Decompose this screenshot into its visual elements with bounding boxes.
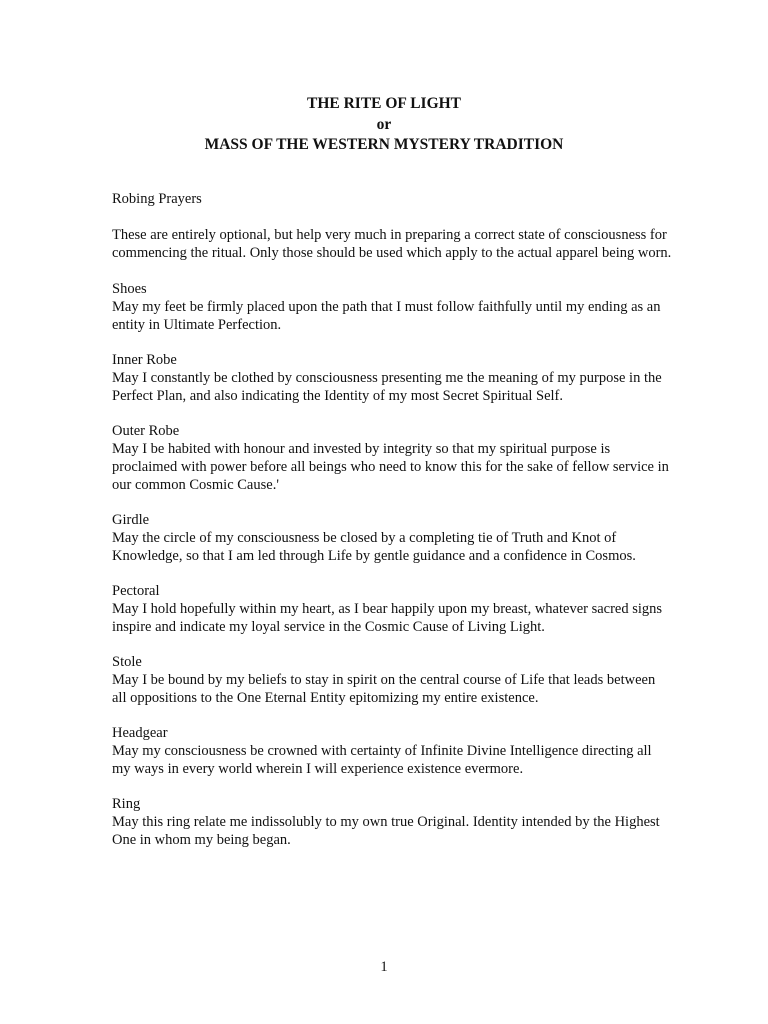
prayer-text: May I be bound by my beliefs to stay in spirit on the central course of Life that leads between all oppositions to the One Eternal Entity epitomizing my entire existence. (112, 672, 656, 706)
title-line-1: THE RITE OF LIGHT (306, 95, 462, 112)
prayer-title: Girdle (112, 512, 150, 528)
prayer-text: May my feet be firmly placed upon the path that I must follow faithfully until my ending as an entity in Ultimate Perfection. (112, 299, 661, 333)
prayer-headgear (112, 724, 672, 778)
prayer-title: Ring (112, 796, 141, 812)
document-body (112, 190, 672, 866)
document-title (0, 94, 768, 156)
prayer-title: Shoes (112, 281, 147, 297)
prayer-text: May I be habited with honour and invested by integrity so that my spiritual purpose is proclaimed with power before all beings who need to know this for the sake of fellow service in our common Cosmic Cause.' (112, 441, 669, 493)
section-heading: Robing Prayers (112, 191, 202, 207)
prayer-shoes (112, 280, 672, 334)
prayer-text: May the circle of my consciousness be closed by a completing tie of Truth and Knot of Knowledge, so that I am led through Life by gentle guidance and a confidence in Cosmos. (112, 530, 636, 564)
prayer-pectoral (112, 582, 672, 636)
prayer-text: May my consciousness be crowned with certainty of Infinite Divine Intelligence directing all my ways in every world wherein I will experience existence evermore. (112, 743, 652, 777)
title-line-3: MASS OF THE WESTERN MYSTERY TRADITION (204, 136, 564, 153)
prayer-girdle (112, 511, 672, 565)
prayer-inner-robe (112, 351, 672, 405)
prayer-title: Outer Robe (112, 423, 180, 439)
prayer-outer-robe (112, 422, 672, 494)
intro-paragraph: These are entirely optional, but help very much in preparing a correct state of consciousness for commencing the ritual. Only those should be used which apply to the actual apparel being worn. (112, 227, 672, 261)
prayer-text: May I constantly be clothed by consciousness presenting me the meaning of my purpose in the Perfect Plan, and also indicating the Identity of my most Secret Spiritual Self. (112, 370, 662, 404)
title-line-2: or (376, 115, 392, 133)
prayer-title: Pectoral (112, 583, 160, 599)
page-number: 1 (380, 959, 388, 975)
prayer-title: Inner Robe (112, 352, 177, 368)
prayer-title: Stole (112, 654, 142, 670)
prayer-text: May I hold hopefully within my heart, as I bear happily upon my breast, whatever sacred signs inspire and indicate my loyal service in the Cosmic Cause of Living Light. (112, 601, 663, 635)
prayer-title: Headgear (112, 725, 168, 741)
prayer-text: May this ring relate me indissolubly to my own true Original. Identity intended by the Highest One in whom my being began. (112, 814, 660, 848)
prayer-ring (112, 795, 672, 849)
prayer-stole (112, 653, 672, 707)
